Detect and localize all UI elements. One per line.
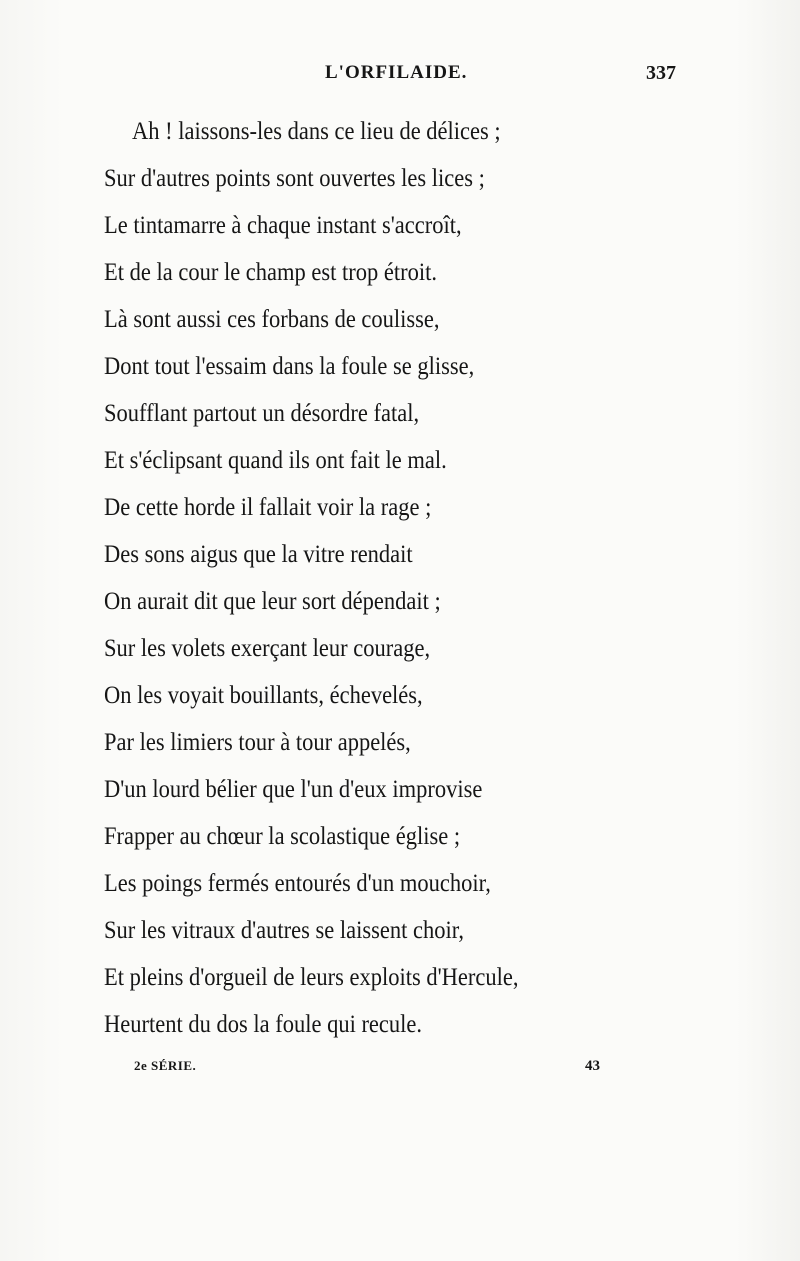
verse-line: Par les limiers tour à tour appelés, [104,729,411,756]
verse-line: Et s'éclipsant quand ils ont fait le mal. [104,447,447,474]
show-through-text [470,60,800,1080]
verse-line: D'un lourd bélier que l'un d'eux improvise [104,776,483,803]
running-title: L'ORFILAIDE. [325,62,468,83]
verse-line: Et pleins d'orgueil de leurs exploits d'Hercule, [104,964,519,991]
series-mark: 2e SÉRIE. [134,1058,197,1073]
verse-line: Sur les volets exerçant leur courage, [104,635,431,662]
verse-line: Heurtent du dos la foule qui recule. [104,1011,423,1038]
page-footer [0,1058,800,1082]
verse-line: Frapper au chœur la scolastique église ; [104,823,461,850]
verse-line: Soufflant partout un désordre fatal, [104,400,420,427]
running-head [0,62,800,92]
signature-mark: 43 [585,1058,600,1074]
verse-line: Le tintamarre à chaque instant s'accroît, [104,212,462,239]
verse-line: Là sont aussi ces forbans de coulisse, [104,306,440,333]
verse-line: De cette horde il fallait voir la rage ; [104,494,432,521]
page-number: 337 [646,62,676,84]
verse-line: Et de la cour le champ est trop étroit. [104,259,438,286]
verse-line: On les voyait bouillants, échevelés, [104,682,423,709]
verse-line: Des sons aigus que la vitre rendait [104,541,413,568]
verse-line: Sur d'autres points sont ouvertes les lices ; [104,165,485,192]
verse-line: Sur les vitraux d'autres se laissent choir, [104,917,464,944]
verse-line: Dont tout l'essaim dans la foule se glisse, [104,353,475,380]
verse-line: On aurait dit que leur sort dépendait ; [104,588,441,615]
verse-line: Les poings fermés entourés d'un mouchoir, [104,870,491,897]
verse-line: Ah ! laissons-les dans ce lieu de délices ; [132,118,501,145]
